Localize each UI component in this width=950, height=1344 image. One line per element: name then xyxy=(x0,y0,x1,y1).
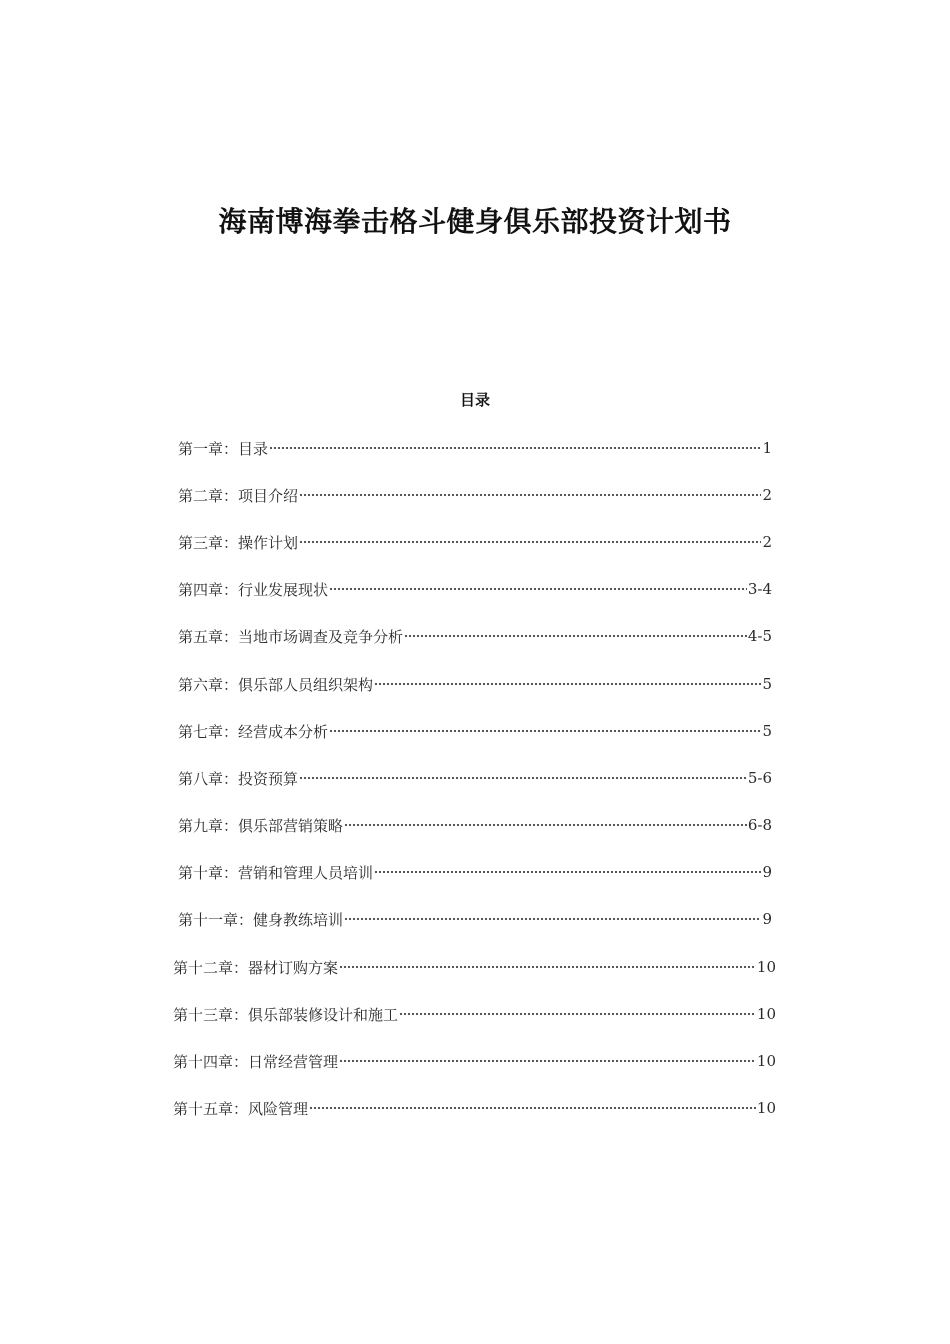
toc-page-number: 10 xyxy=(756,1005,776,1023)
toc-page-number: 10 xyxy=(756,958,776,976)
toc-chapter-label: 第十五章： xyxy=(173,1099,249,1118)
toc-entry[interactable] xyxy=(178,671,772,697)
toc-chapter-label: 第四章： xyxy=(178,580,239,599)
dot-leader xyxy=(344,812,747,838)
toc-entry[interactable] xyxy=(178,812,772,838)
toc-chapter-label: 第六章： xyxy=(178,675,239,694)
toc-entry[interactable] xyxy=(178,576,772,602)
toc-chapter-label: 第十二章： xyxy=(173,958,249,977)
toc-entry-title: 投资预算 xyxy=(238,769,299,788)
toc-page-number: 9 xyxy=(762,910,772,928)
toc-page-number: 5 xyxy=(762,675,772,693)
toc-chapter-label: 第五章： xyxy=(178,627,239,646)
dot-leader xyxy=(329,576,747,602)
toc-page-number: 5-6 xyxy=(747,769,772,787)
toc-entry[interactable] xyxy=(173,1048,776,1074)
dot-leader xyxy=(309,1095,756,1121)
toc-entry[interactable] xyxy=(178,623,772,649)
toc-chapter-label: 第十一章： xyxy=(178,910,254,929)
toc-heading: 目录 xyxy=(459,391,490,409)
toc-entry-title: 行业发展现状 xyxy=(238,580,329,599)
toc-chapter-label: 第七章： xyxy=(178,722,239,741)
dot-leader xyxy=(339,954,756,980)
dot-leader xyxy=(329,718,761,744)
toc-entry-title: 当地市场调查及竞争分析 xyxy=(238,627,404,646)
toc-chapter-label: 第十四章： xyxy=(173,1052,249,1071)
toc-entry[interactable] xyxy=(178,859,772,885)
toc-page-number: 10 xyxy=(756,1052,776,1070)
toc-entry-title: 营销和管理人员培训 xyxy=(238,863,374,882)
toc-entry-title: 俱乐部装修设计和施工 xyxy=(248,1005,399,1024)
dot-leader xyxy=(404,623,747,649)
document-title: 海南博海拳击格斗健身俱乐部投资计划书 xyxy=(218,205,732,238)
toc-page-number: 1 xyxy=(762,439,772,457)
toc-page-number: 3-4 xyxy=(747,580,772,598)
toc-entry-title: 目录 xyxy=(238,439,269,458)
toc-entry-title: 俱乐部营销策略 xyxy=(238,816,344,835)
toc-chapter-label: 第八章： xyxy=(178,769,239,788)
toc-page-number: 6-8 xyxy=(747,816,772,834)
dot-leader xyxy=(299,765,747,791)
dot-leader xyxy=(339,1048,756,1074)
toc-entry-title: 器材订购方案 xyxy=(248,958,339,977)
toc-chapter-label: 第二章： xyxy=(178,486,239,505)
toc-entry[interactable] xyxy=(178,765,772,791)
toc-page-number: 2 xyxy=(762,486,772,504)
toc-entry-title: 经营成本分析 xyxy=(238,722,329,741)
toc-chapter-label: 第一章： xyxy=(178,439,239,458)
toc-page-number: 9 xyxy=(762,863,772,881)
dot-leader xyxy=(344,906,761,932)
toc-entry[interactable] xyxy=(178,906,772,932)
dot-leader xyxy=(399,1001,756,1027)
toc-entry[interactable] xyxy=(173,1001,776,1027)
toc-entry[interactable] xyxy=(178,435,772,461)
toc-entry[interactable] xyxy=(173,1095,776,1121)
toc-entry[interactable] xyxy=(178,718,772,744)
dot-leader xyxy=(269,435,761,461)
toc-entry-title: 操作计划 xyxy=(238,533,299,552)
toc-chapter-label: 第十三章： xyxy=(173,1005,249,1024)
dot-leader xyxy=(299,529,761,555)
toc-entry-title: 俱乐部人员组织架构 xyxy=(238,675,374,694)
toc-entry[interactable] xyxy=(173,954,776,980)
toc-entry-title: 项目介绍 xyxy=(238,486,299,505)
toc-chapter-label: 第十章： xyxy=(178,863,239,882)
dot-leader xyxy=(374,671,761,697)
toc-page-number: 2 xyxy=(762,533,772,551)
toc-page-number: 10 xyxy=(756,1099,776,1117)
toc-chapter-label: 第九章： xyxy=(178,816,239,835)
dot-leader xyxy=(299,482,761,508)
dot-leader xyxy=(374,859,761,885)
toc-entry[interactable] xyxy=(178,529,772,555)
toc-entry-title: 日常经营管理 xyxy=(248,1052,339,1071)
toc-chapter-label: 第三章： xyxy=(178,533,239,552)
toc-entry-title: 健身教练培训 xyxy=(253,910,344,929)
toc-entry-title: 风险管理 xyxy=(248,1099,309,1118)
toc-page-number: 5 xyxy=(762,722,772,740)
toc-page-number: 4-5 xyxy=(747,627,772,645)
toc-entry[interactable] xyxy=(178,482,772,508)
